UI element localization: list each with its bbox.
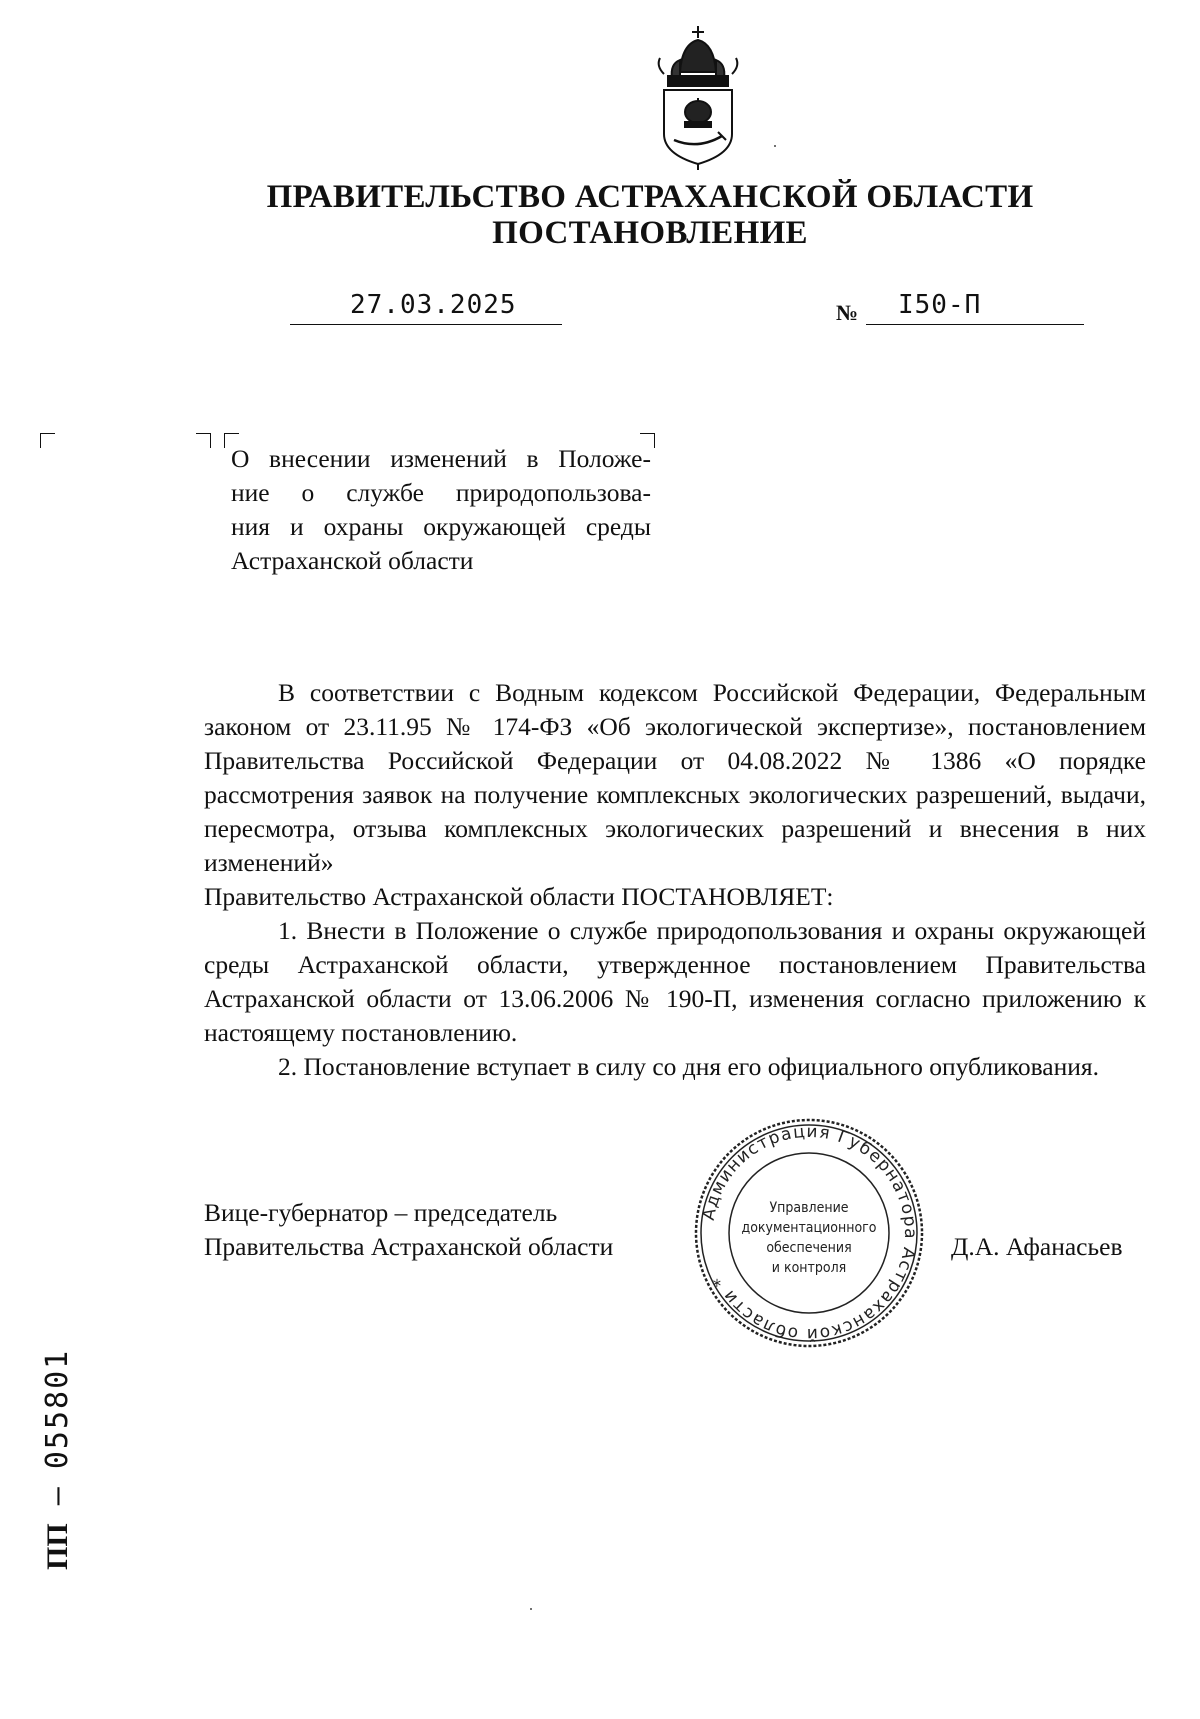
- organization-name: ПРАВИТЕЛЬСТВО АСТРАХАНСКОЙ ОБЛАСТИ: [266, 179, 1034, 215]
- subject-line: О внесении изменений в Положе-: [231, 444, 651, 473]
- serial-dash: –: [40, 1469, 75, 1524]
- form-serial-number: [40, 1349, 76, 1570]
- subject-line: Астраханской области: [231, 546, 474, 575]
- preamble-paragraph: В соответствии с Водным кодексом Российской Федерации, Федеральным законом от 23.11.95 № 174-ФЗ «Об экологической экспертизе», постановлением Правительства Российской Федерации от 04.08.2022 № 1386 «О порядке рассмотрения заявок на получение комплексных экологических разрешений, выдачи, пересмотра, отзыва комплексных экологических разрешений и внесения в них изменений»: [204, 678, 1146, 877]
- number-sign: №: [836, 300, 859, 325]
- corner-mark: [40, 433, 55, 448]
- signatory-name: Д.А. Афанасьев: [951, 1232, 1123, 1261]
- seal-inner-line: Управление: [769, 1200, 849, 1216]
- document-subject: [231, 442, 651, 578]
- seal-inner-line: обеспечения: [766, 1240, 852, 1256]
- corner-mark: [196, 433, 211, 448]
- official-seal-stamp: [692, 1116, 926, 1350]
- serial-digits: 055801: [40, 1348, 75, 1470]
- seal-inner-line: документационного: [741, 1220, 877, 1236]
- signatory-title-line: Вице-губернатор – председатель: [204, 1198, 558, 1227]
- signatory-title: [204, 1196, 613, 1264]
- document-date: 27.03.2025: [350, 290, 517, 320]
- document-type: ПОСТАНОВЛЕНИЕ: [492, 215, 808, 251]
- document-number: I50-П: [898, 290, 982, 320]
- seal-outer-text: Администрация Губернатора Астраханской области *: [698, 1121, 921, 1345]
- serial-prefix: ПП: [41, 1523, 74, 1570]
- item-2-paragraph: 2. Постановление вступает в силу со дня его официального опубликования.: [278, 1052, 1099, 1081]
- signatory-title-line: Правительства Астраханской области: [204, 1232, 614, 1261]
- subject-line: ние о службе природопользова-: [231, 478, 651, 507]
- item-1-paragraph: 1. Внести в Положение о службе природопользования и охраны окружающей среды Астраханской области, утвержденное постановлением Правительства Астраханской области от 13.06.2006 № 190-П, изменения согласно приложению к настоящему постановлению.: [204, 916, 1146, 1047]
- seal-inner-line: и контроля: [771, 1260, 847, 1276]
- document-body: [204, 676, 1146, 1084]
- coat-of-arms-emblem: [642, 22, 754, 172]
- scan-speck: [530, 1608, 532, 1610]
- resolves-paragraph: Правительство Астраханской области ПОСТАНОВЛЯЕТ:: [204, 882, 834, 911]
- subject-line: ния и охраны окружающей среды: [231, 512, 651, 541]
- date-field: [290, 290, 562, 325]
- scan-speck: [774, 145, 776, 147]
- number-field: [866, 290, 1084, 325]
